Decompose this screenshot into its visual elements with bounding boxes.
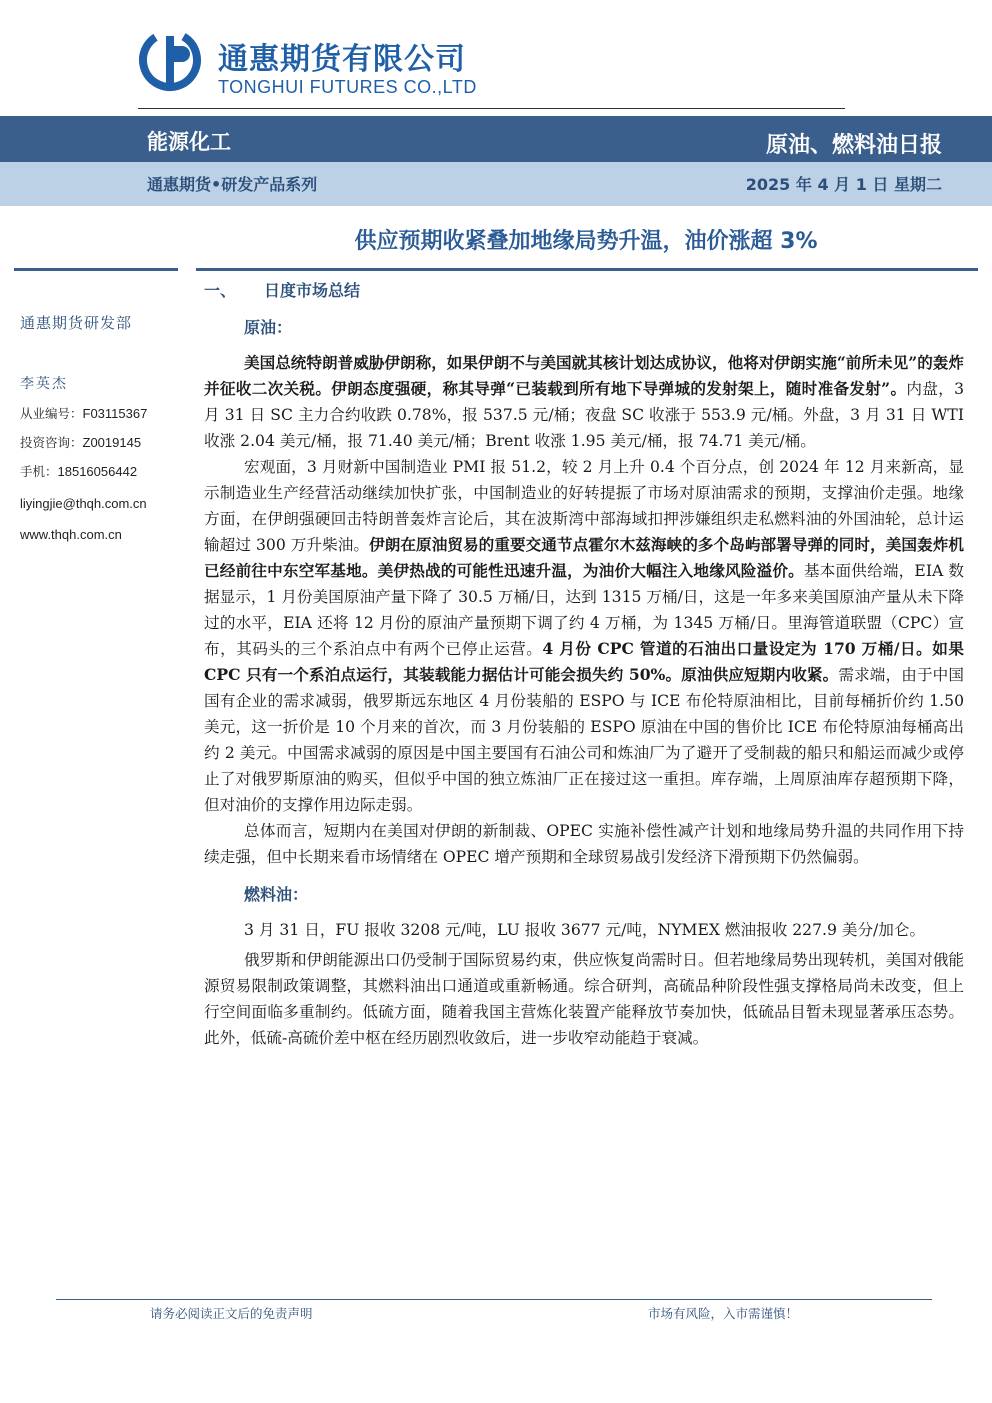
phone (20, 462, 190, 480)
fuel-paragraph-2: 俄罗斯和伊朗能源出口仍受制于国际贸易约束，供应恢复尚需时日。但若地缘局势出现转机，美国对俄能源贸易限制政策调整，其燃料油出口通道或重新畅通。综合研判，高硫品种阶段性强支撑格局尚未改变，但上行空间面临多重制约。低硫方面，随着我国主营炼化装置产能释放节奏加快，低硫品目暂未现显著承压态势。此外，低硫-高硫价差中枢在经历剧烈收敛后，进一步收窄动能趋于衰减。 (204, 951, 964, 1047)
main-title-rule (196, 268, 978, 271)
section-heading (204, 278, 964, 301)
company-logo-icon (138, 28, 202, 92)
cert-number (20, 404, 190, 422)
fuel-paragraph-1: 3 月 31 日，FU 报收 3208 元/吨，LU 报收 3677 元/吨，NYMEX 燃油报收 227.9 美分/加仑。 (244, 921, 926, 939)
consult-value: Z0019145 (82, 435, 142, 450)
sidebar-title-rule (14, 268, 178, 271)
report-series: 通惠期货•研发产品系列 (147, 175, 318, 194)
consult-label: 投资咨询： (20, 435, 83, 450)
footer-divider (56, 1299, 932, 1300)
report-title: 供应预期收紧叠加地缘局势升温，油价涨超 3% (354, 229, 818, 254)
phone-label: 手机： (20, 464, 58, 479)
report-category: 能源化工 (147, 130, 231, 154)
company-name-cn: 通惠期货有限公司 (218, 42, 466, 77)
company-name-en: TONGHUI FUTURES CO.,LTD (218, 77, 477, 97)
crude-heading: 原油： (244, 318, 293, 337)
crude-p2-c: 需求端，由于中国国有企业的需求减弱，俄罗斯远东地区 4 月份装船的 ESPO 与 ICE 布伦特原油相比，目前每桶折价约 1.50 美元，这一折价是 10 个月来的首次，而 3 月份装船的 ESPO 原油在中国的售价比 ICE 布伦特原油每桶高出约 2 美元。中国需求减弱的原因是中国主要国有石油公司和炼油厂为了避开了受制裁的船只和船运而减少或停止了对俄罗斯原油的购买，但似乎中国的独立炼油厂正在接过这一重担。库存端，上周原油库存超预期下降，但对油价的支撑作用边际走弱。 (204, 666, 964, 814)
cert-value: F03115367 (82, 406, 148, 421)
phone-value: 18516056442 (57, 464, 138, 479)
footer-disclaimer: 请务必阅读正文后的免责声明 (150, 1306, 313, 1321)
report-date: 2025 年 4 月 1 日 星期二 (745, 175, 942, 194)
fuel-heading: 燃料油： (244, 885, 309, 904)
crude-paragraph-1 (204, 350, 964, 454)
crude-paragraph-3: 总体而言，短期内在美国对伊朗的新制裁、OPEC 实施补偿性减产计划和地缘局势升温的共同作用下持续走强，但中长期来看市场情绪在 OPEC 增产预期和全球贸易战引发经济下滑预期下仍然偏弱。 (204, 822, 964, 866)
author-name: 李英杰 (20, 376, 68, 392)
section-number: 一、 (204, 281, 237, 300)
footer-risk-warning: 市场有风险，入市需谨慎！ (648, 1306, 799, 1321)
author-sidebar (20, 312, 190, 542)
crude-p2-b: 基本面供给端，EIA 数据显示，1 月份美国原油产量下降了 30.5 万桶/日，达到 1315 万桶/日，这是一年多来美国原油产量从未下降过的水平，EIA 还将 12 月份的原油产量预期下调了约 4 万桶，为 1345 万桶/日。里海管道联盟（CPC）宣布，其码头的三个系泊点中有两个已停止运营。 (204, 562, 964, 658)
consult-number (20, 433, 190, 451)
crude-p2-bold2: 4 月份 CPC 管道的石油出口量设定为 170 万桶/日。如果 CPC 只有一个系泊点运行，其装载能力据估计可能会损失约 50%。原油供应短期内收紧。 (204, 639, 964, 684)
department-name: 通惠期货研发部 (20, 314, 133, 332)
report-type: 原油、燃料油日报 (765, 133, 942, 158)
cert-label: 从业编号： (20, 406, 83, 421)
crude-paragraph-2 (204, 454, 964, 818)
report-body (204, 278, 964, 1051)
crude-p1-bold: 美国总统特朗普威胁伊朗称，如果伊朗不与美国就其核计划达成协议，他将对伊朗实施“前所未见”的轰炸并征收二次关税。伊朗态度强硬，称其导弹“已装载到所有地下导弹城的发射架上，随时准备发射”。 (204, 353, 964, 398)
crude-p1-rest: 内盘，3 月 31 日 SC 主力合约收跌 0.78%，报 537.5 元/桶；夜盘 SC 收涨于 553.9 元/桶。外盘，3 月 31 日 WTI 收涨 2.04 美元/桶，报 71.40 美元/桶；Brent 收涨 1.95 美元/桶，报 74.71 美元/桶。 (204, 380, 964, 450)
crude-p2-bold1: 伊朗在原油贸易的重要交通节点霍尔木兹海峡的多个岛屿部署导弹的同时，美国轰炸机已经前往中东空军基地。美伊热战的可能性迅速升温，为油价大幅注入地缘风险溢价。 (204, 535, 964, 580)
header-divider (138, 108, 845, 109)
crude-p2-a: 宏观面，3 月财新中国制造业 PMI 报 51.2，较 2 月上升 0.4 个百分点，创 2024 年 12 月来新高，显示制造业生产经营活动继续加快扩张，中国制造业的好转提振了市场对原油需求的预期，支撑油价走强。地缘方面，在伊朗强硬回击特朗普轰炸言论后，其在波斯湾中部海域扣押涉嫌组织走私燃料油的外国油轮，总计运输超过 300 万升柴油。 (204, 458, 964, 554)
section-title: 日度市场总结 (264, 281, 361, 300)
company-logo (138, 28, 478, 100)
author-email[interactable]: liyingjie@thqh.com.cn (20, 496, 147, 511)
company-website[interactable]: www.thqh.com.cn (20, 527, 122, 542)
